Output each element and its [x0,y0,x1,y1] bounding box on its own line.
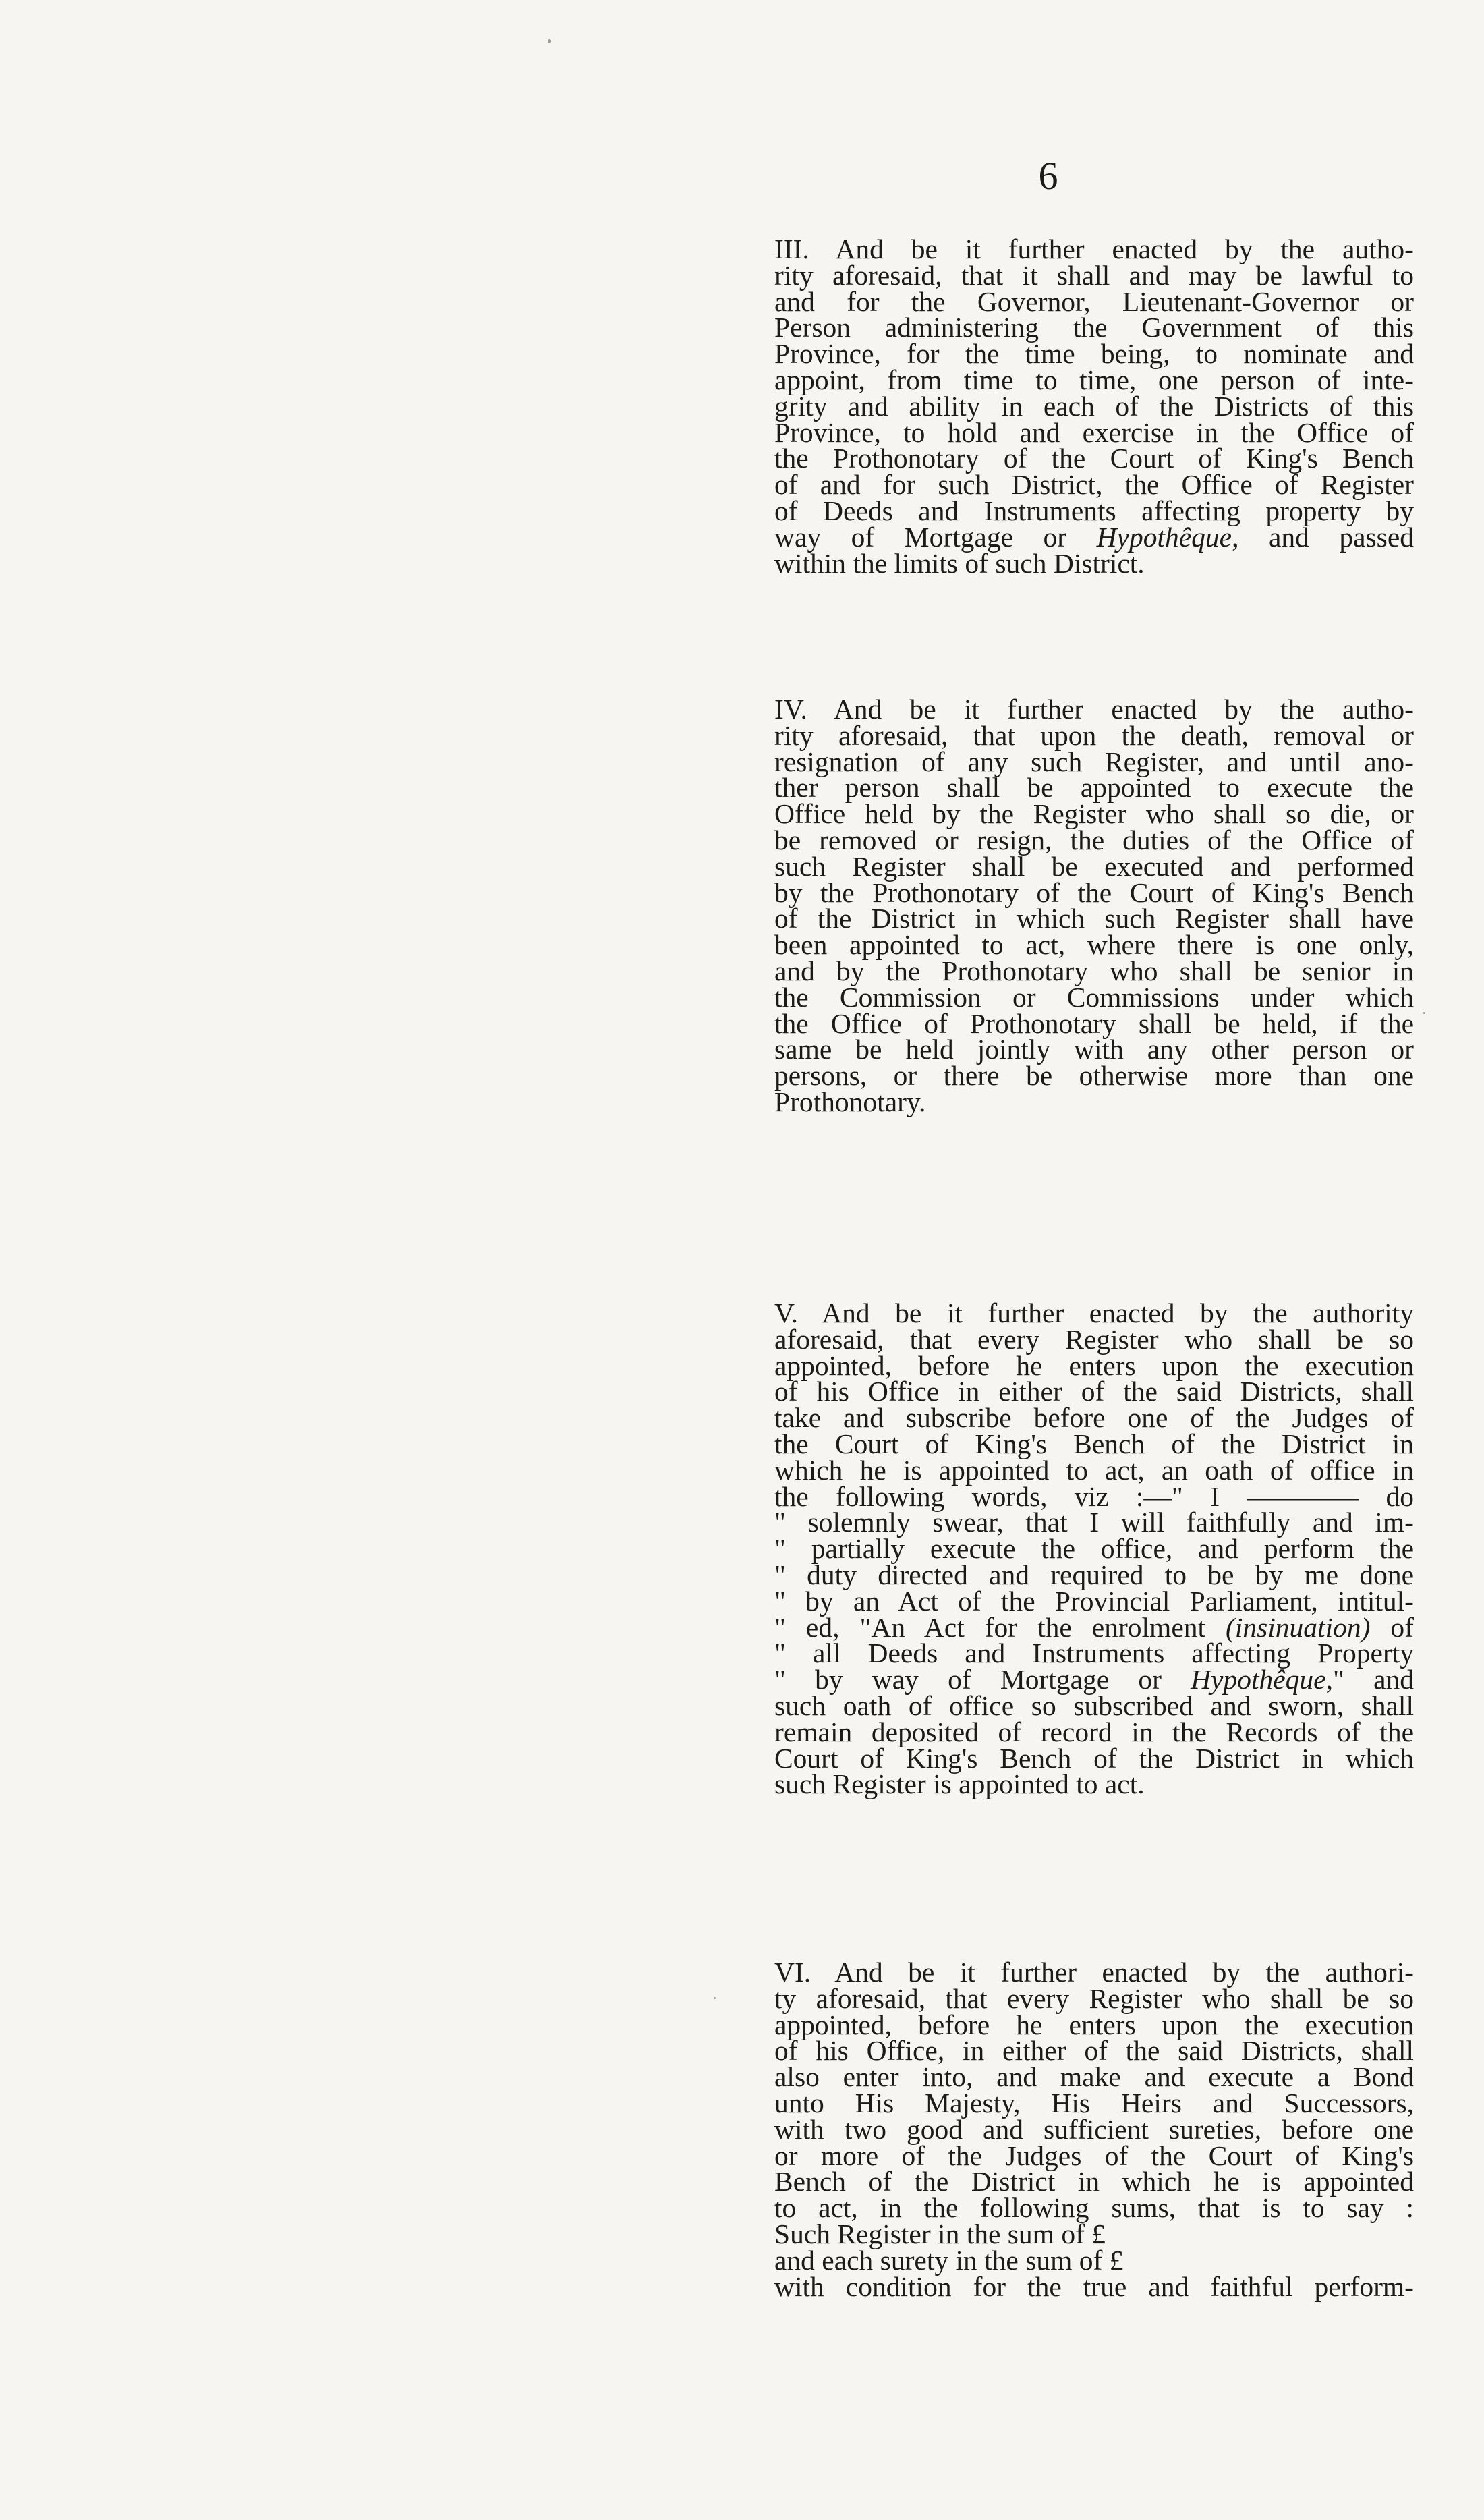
text-line: also enter into, and make and execute a Bond [774,2061,1414,2093]
section-iv [774,696,1414,1115]
text-line: grity and ability in each of the Districts of this [774,390,1414,422]
text-line: with two good and sufficient sureties, before one [774,2113,1414,2145]
text-line: unto His Majesty, His Heirs and Successors, [774,2087,1414,2119]
text-line: way of Mortgage or Hypothêque, and passed [774,521,1415,553]
text-line: with condition for the true and faithful perform- [774,2270,1414,2302]
text-line: such Register is appointed to act. [774,1768,1145,1800]
text-line: and each surety in the sum of £ [774,2244,1124,2276]
text-line: Person administering the Government of this [774,312,1414,343]
text-line: been appointed to act, where there is one only, [774,929,1414,961]
text-line: of Deeds and Instruments affecting property by [774,495,1414,526]
text-line: and by the Prothonotary who shall be senior in [774,955,1414,986]
text-line: Office held by the Register who shall so die, or [774,798,1414,830]
text-line: resignation of any such Register, and until ano- [774,746,1414,777]
text-line: VI. And be it further enacted by the authori- [774,1957,1414,1988]
text-line: Bench of the District in which he is appointed [774,2166,1414,2197]
text-line: remain deposited of record in the Records of the [774,1716,1414,1747]
italic-term: (insinuation) [1226,1611,1371,1643]
text-line: to act, in the following sums, that is to say : [774,2192,1414,2224]
quoted-oath-line: " all Deeds and Instruments affecting Property [774,1637,1414,1669]
text-line: which he is appointed to act, an oath of office in [774,1454,1414,1486]
text-line: of and for such District, the Office of Register [774,469,1414,501]
text-line: the Court of King's Bench of the District in [774,1428,1414,1459]
text-line: ty aforesaid, that every Register who shall be so [774,1982,1414,2014]
section-iii [774,233,1415,579]
text-line: III. And be it further enacted by the autho- [774,233,1414,264]
text-line: persons, or there be otherwise more than one [774,1060,1414,1092]
text-line: such Register shall be executed and performed [774,850,1414,882]
section-v [774,1297,1414,1800]
text-line: be removed or resign, the duties of the Office of [774,824,1414,856]
text-line: the Commission or Commissions under which [774,981,1414,1013]
section-vi-paragraph [774,1957,1414,2302]
text-line: Province, to hold and exercise in the Office of [774,416,1414,448]
text-line: take and subscribe before one of the Judges of [774,1402,1414,1434]
text-line: V. And be it further enacted by the authority [774,1297,1414,1328]
section-v-paragraph [774,1297,1414,1800]
quoted-oath-line: " duty directed and required to be by me done [774,1559,1414,1590]
section-iv-paragraph [774,696,1414,1115]
text-line: IV. And be it further enacted by the autho- [774,694,1414,725]
text-line: of the District in which such Register shall have [774,903,1414,934]
text-line: Province, for the time being, to nominate and [774,338,1414,370]
paper-speck [1423,1012,1425,1014]
paper-speck [548,39,551,43]
italic-term: Hypothêque [1096,521,1232,553]
quoted-oath-line: " solemnly swear, that I will faithfully and im- [774,1507,1414,1538]
text-line: Court of King's Bench of the District in which [774,1742,1414,1774]
italic-term: Hypothêque [1191,1664,1326,1696]
section-vi [774,1957,1414,2302]
text-line: rity aforesaid, that it shall and may be lawful to [774,259,1414,291]
quoted-oath-line: " ed, "An Act for the enrolment (insinuation) of [774,1611,1414,1643]
text-line: the Office of Prothonotary shall be held, if the [774,1007,1414,1039]
text-line: the Prothonotary of the Court of King's Bench [774,443,1414,474]
text-line: by the Prothonotary of the Court of King's Bench [774,876,1414,908]
text-line: appoint, from time to time, one person of inte- [774,364,1414,395]
text-line: Such Register in the sum of £ [774,2218,1106,2249]
text-line: rity aforesaid, that upon the death, removal or [774,719,1414,751]
text-line: ther person shall be appointed to execute the [774,772,1414,804]
text-line: appointed, before he enters upon the execution [774,2009,1414,2040]
text-line: within the limits of such District. [774,547,1145,579]
paper-speck [714,1997,716,1999]
text-line: or more of the Judges of the Court of King's [774,2139,1414,2171]
page-number: 6 [1038,154,1058,198]
text-line: and for the Governor, Lieutenant-Governor or [774,285,1414,317]
quoted-oath-line: " by way of Mortgage or Hypothêque," and [774,1664,1414,1696]
quoted-oath-line: " by an Act of the Provincial Parliament, intitul- [774,1585,1414,1617]
text-line: such oath of office so subscribed and sworn, shall [774,1689,1414,1721]
text-line: of his Office in either of the said Districts, shall [774,1376,1414,1407]
text-line: same be held jointly with any other person or [774,1034,1414,1065]
text-line: aforesaid, that every Register who shall be so [774,1323,1414,1355]
text-line: the following words, viz :—" I ———— do [774,1480,1414,1512]
text-line: Prothonotary. [774,1086,926,1117]
text-line: of his Office, in either of the said Districts, shall [774,2035,1414,2067]
section-iii-paragraph [774,233,1415,579]
quoted-oath-line: " partially execute the office, and perform the [774,1533,1414,1565]
text-line: appointed, before he enters upon the execution [774,1349,1414,1381]
